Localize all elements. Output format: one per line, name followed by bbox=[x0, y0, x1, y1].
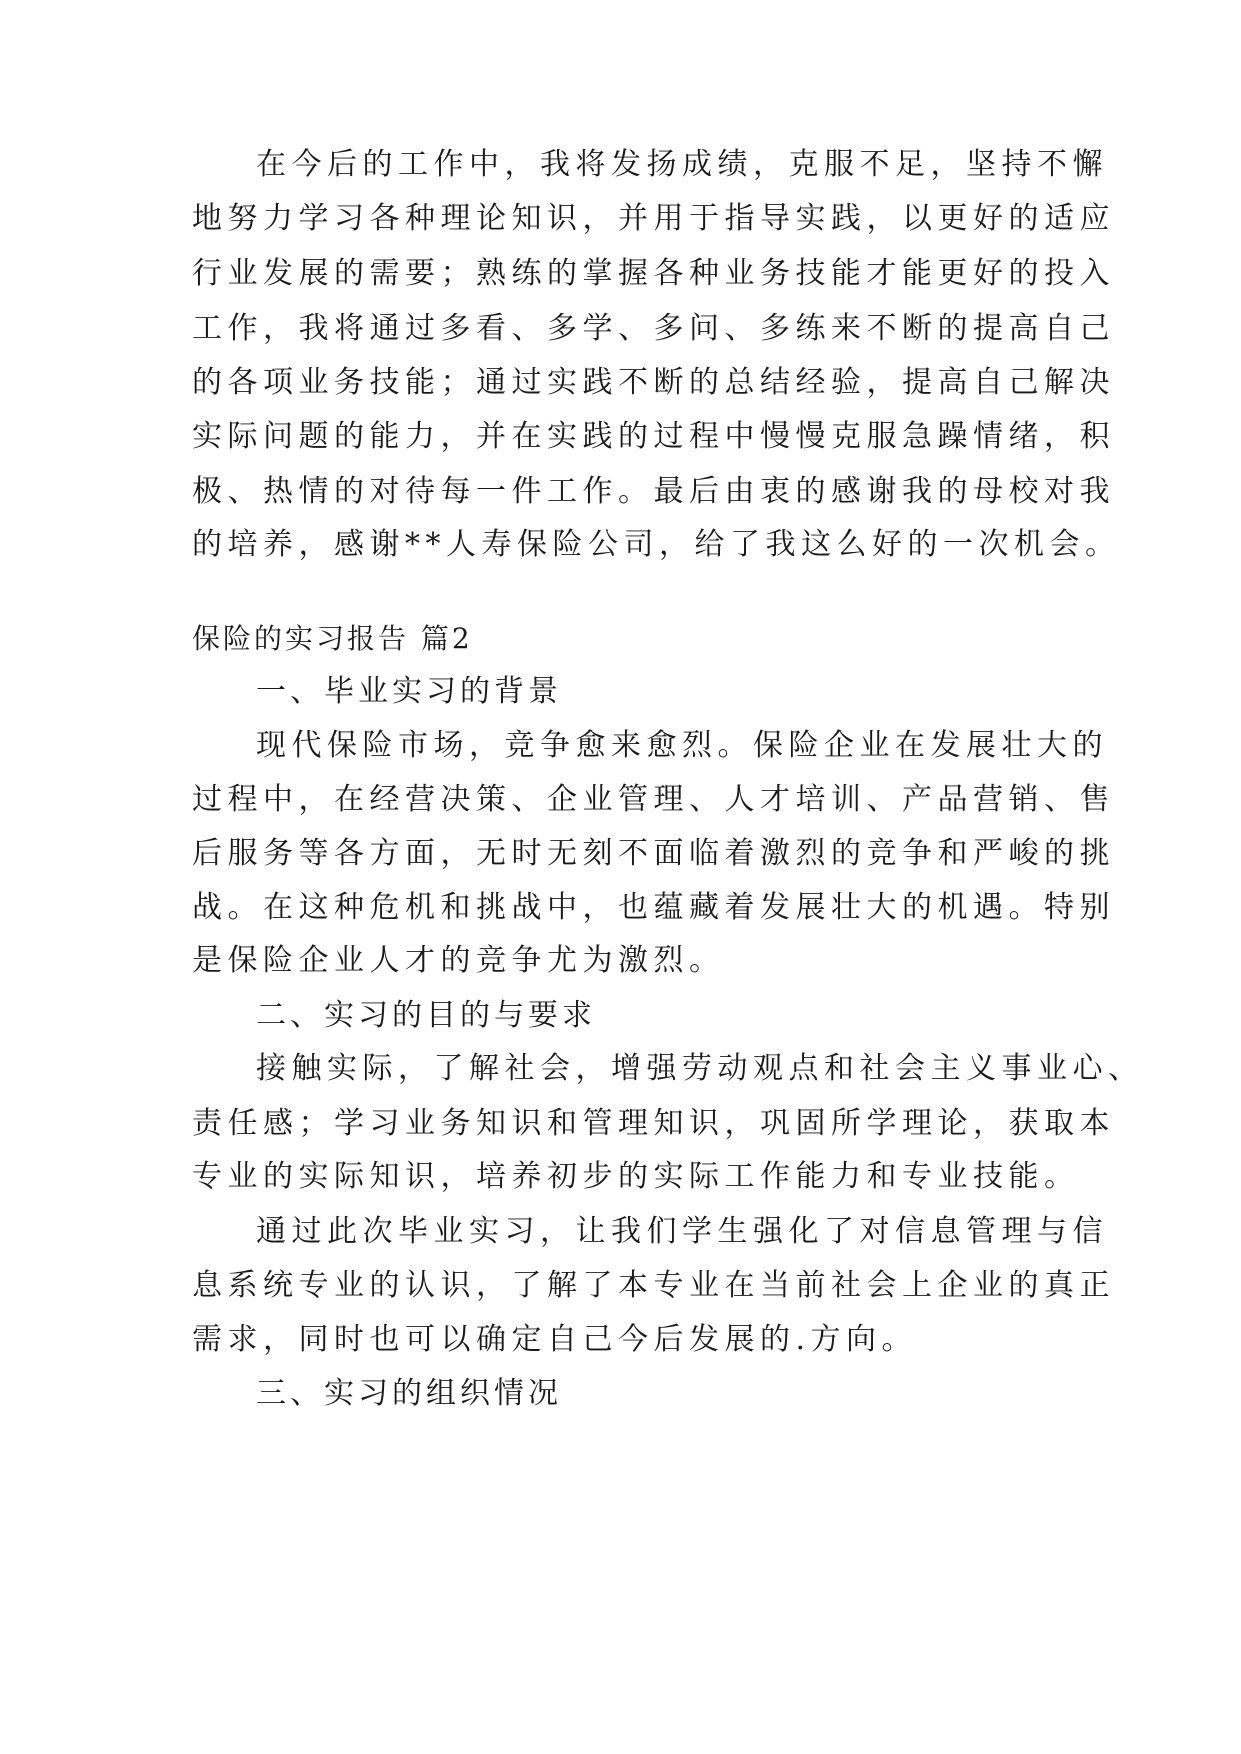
paragraph-line: 接触实际，了解社会，增强劳动观点和社会主义事业心、 bbox=[256, 1051, 1144, 1086]
paragraph-line: 是保险企业人才的竞争尤为激烈。 bbox=[192, 943, 725, 978]
paragraph-line: 行业发展的需要；熟练的掌握各种业务技能才能更好的投入 bbox=[192, 256, 1115, 291]
paragraph-line: 过程中，在经营决策、企业管理、人才培训、产品营销、售 bbox=[192, 782, 1115, 817]
paragraph-line: 地努力学习各种理论知识，并用于指导实践，以更好的适应 bbox=[192, 201, 1115, 236]
section-title: 保险的实习报告 篇2 bbox=[192, 622, 473, 655]
paragraph-line: 的各项业务技能；通过实践不断的总结经验，提高自己解决 bbox=[192, 365, 1115, 400]
paragraph-line: 后服务等各方面，无时无刻不面临着激烈的竞争和严峻的挑 bbox=[192, 836, 1115, 871]
section-heading: 三、实习的组织情况 bbox=[256, 1376, 562, 1411]
paragraph-line: 息系统专业的认识，了解了本专业在当前社会上企业的真正 bbox=[192, 1268, 1115, 1303]
paragraph-line: 责任感；学习业务知识和管理知识，巩固所学理论，获取本 bbox=[192, 1106, 1115, 1141]
paragraph-line: 战。在这种危机和挑战中，也蕴藏着发展壮大的机遇。特别 bbox=[192, 890, 1115, 925]
paragraph-line: 极、热情的对待每一件工作。最后由衷的感谢我的母校对我 bbox=[192, 474, 1115, 509]
section-heading: 二、实习的目的与要求 bbox=[256, 998, 596, 1033]
paragraph-line: 在今后的工作中，我将发扬成绩，克服不足，坚持不懈 bbox=[256, 147, 1108, 182]
section-heading: 一、毕业实习的背景 bbox=[256, 674, 562, 709]
paragraph-line: 专业的实际知识，培养初步的实际工作能力和专业技能。 bbox=[192, 1159, 1080, 1194]
paragraph-line: 通过此次毕业实习，让我们学生强化了对信息管理与信 bbox=[256, 1214, 1108, 1249]
paragraph-line: 需求，同时也可以确定自己今后发展的.方向。 bbox=[192, 1322, 918, 1357]
paragraph-line: 现代保险市场，竞争愈来愈烈。保险企业在发展壮大的 bbox=[256, 728, 1108, 763]
paragraph-line: 实际问题的能力，并在实践的过程中慢慢克服急躁情绪，积 bbox=[192, 419, 1115, 454]
paragraph-line: 工作，我将通过多看、多学、多问、多练来不断的提高自己 bbox=[192, 311, 1115, 346]
paragraph-line: 的培养，感谢**人寿保险公司，给了我这么好的一次机会。 bbox=[192, 527, 1121, 562]
